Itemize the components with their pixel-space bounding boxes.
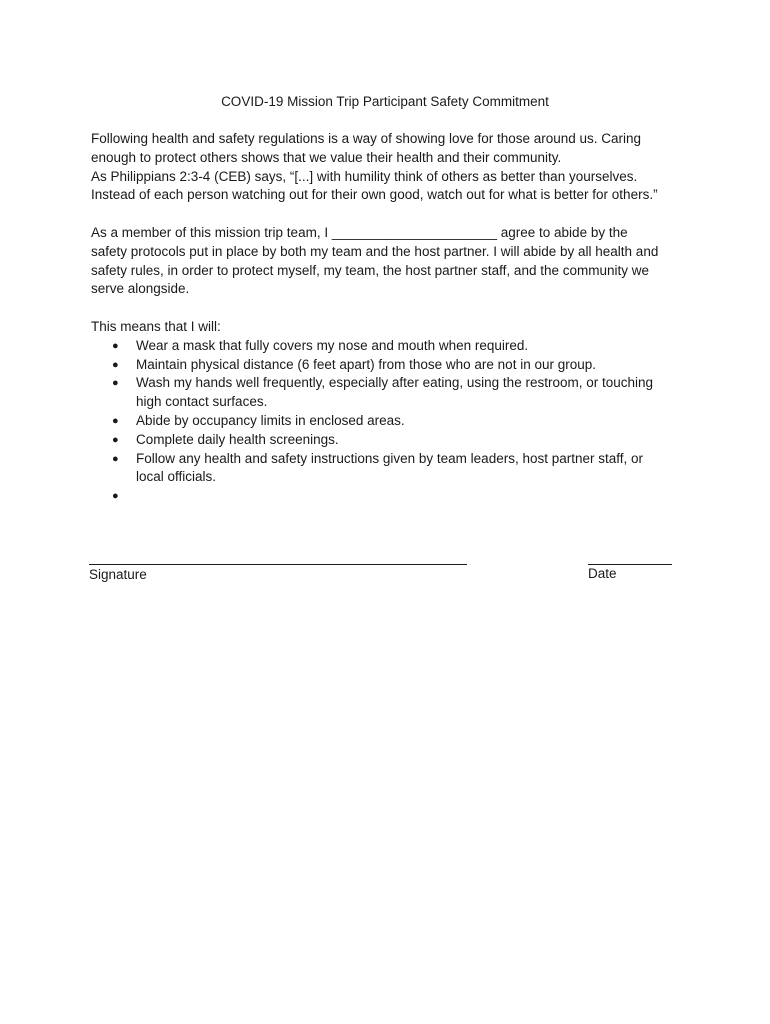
scripture-line: As Philippians 2:3-4 (CEB) says, “[...] with humility think of others as better than yourselves. [91, 168, 638, 184]
date-label: Date [588, 566, 617, 581]
bullet-icon: ● [112, 339, 119, 352]
rule-item-empty [91, 487, 691, 506]
intro-line: enough to protect others shows that we value their health and their community. [91, 149, 562, 165]
bullet-icon: ● [112, 377, 119, 390]
rule-text: Wash my hands well frequently, especially after eating, using the restroom, or touching [136, 375, 654, 391]
rule-text: Complete daily health screenings. [136, 431, 339, 447]
bullet-icon: ● [112, 433, 119, 446]
commitment-line: serve alongside. [91, 281, 190, 297]
rules-section [91, 318, 691, 506]
bullet-icon: ● [112, 414, 119, 427]
signature-label: Signature [89, 567, 147, 582]
bullet-icon: ● [112, 490, 119, 503]
commitment-line: As a member of this mission trip team, I ______________________ agree to abide by the [91, 225, 628, 240]
signature-line [89, 564, 467, 565]
rule-item [91, 450, 691, 488]
rule-text: Maintain physical distance (6 feet apart) from those who are not in our group. [136, 356, 596, 372]
rule-item [91, 374, 691, 412]
intro-paragraph [91, 130, 691, 205]
document-title: COVID-19 Mission Trip Participant Safety Commitment [221, 94, 549, 109]
rule-text: high contact surfaces. [136, 394, 268, 410]
rule-item [91, 337, 691, 356]
rule-text: Follow any health and safety instructions given by team leaders, host partner staff, or [136, 450, 644, 466]
rules-list [91, 337, 691, 506]
rule-item [91, 412, 691, 431]
scripture-line: Instead of each person watching out for their own good, watch out for what is better for others.” [91, 187, 658, 203]
intro-line: Following health and safety regulations is a way of showing love for those around us. Caring [91, 131, 642, 146]
bullet-icon: ● [112, 358, 119, 371]
commitment-line: safety protocols put in place by both my team and the host partner. I will abide by all health and [91, 243, 659, 259]
rule-text: Wear a mask that fully covers my nose and mouth when required. [136, 337, 529, 353]
rule-item [91, 431, 691, 450]
rule-text: Abide by occupancy limits in enclosed areas. [136, 412, 405, 428]
rules-intro: This means that I will: [91, 319, 221, 334]
bullet-icon: ● [112, 452, 119, 465]
commitment-line: safety rules, in order to protect myself, my team, the host partner staff, and the community we [91, 262, 649, 278]
rule-item [91, 356, 691, 375]
rule-text: local officials. [136, 469, 217, 485]
commitment-paragraph [91, 224, 691, 299]
